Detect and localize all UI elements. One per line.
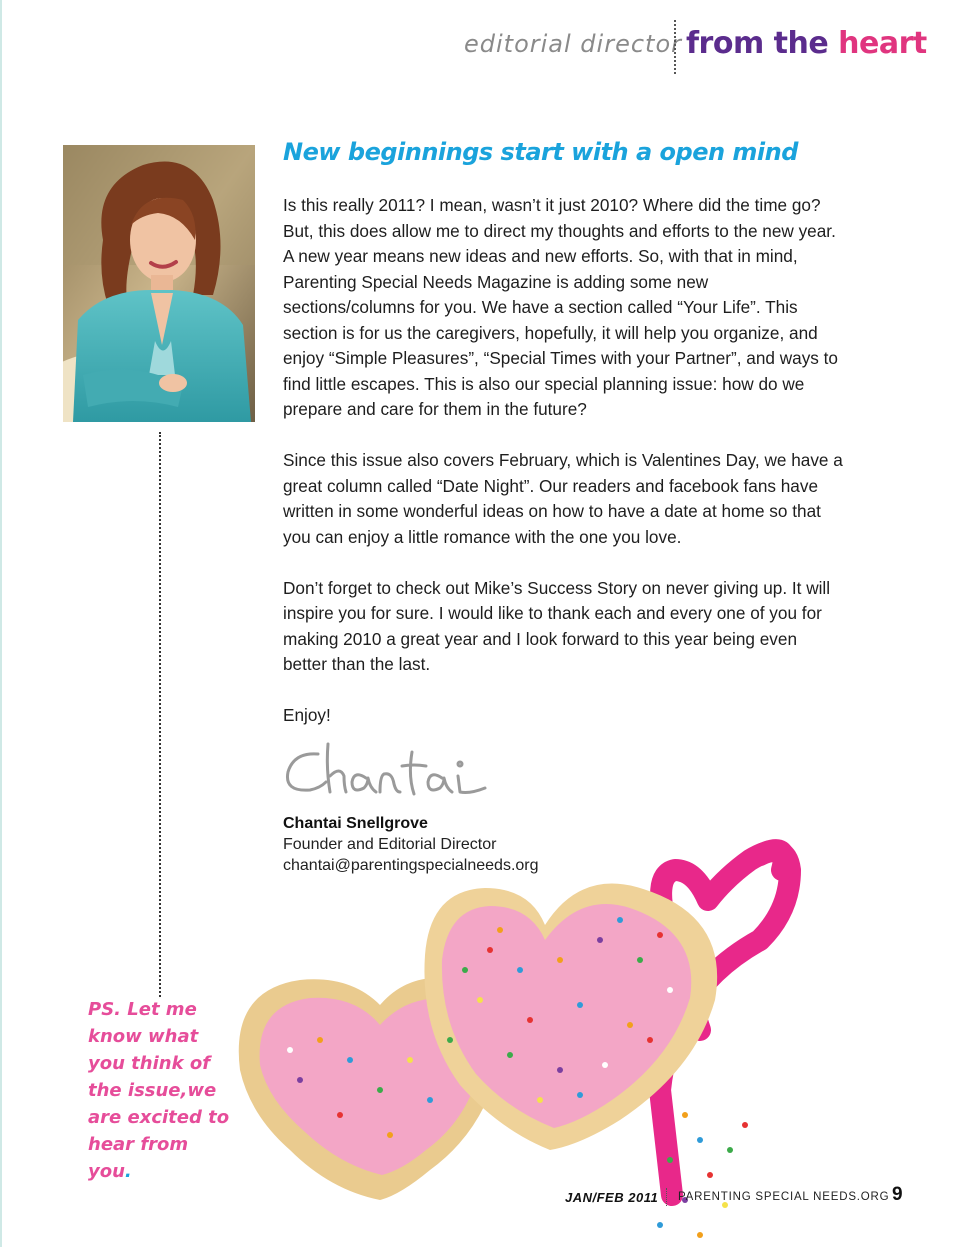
- ps-period: .: [124, 1161, 132, 1182]
- article-paragraph: Don’t forget to check out Mike’s Success Story on never giving up. It will inspire you for sure. I would like to thank each and every one of you for making 2010 a great year and I look forward to this year being even better than the last.: [283, 577, 831, 674]
- handwritten-signature: [280, 736, 490, 806]
- article-paragraph: Is this really 2011? I mean, wasn’t it just 2010? Where did the time go? But, this does allow me to direct my thoughts and efforts to the new year. A new year means new ideas and new efforts. So, with that in mind, Parenting Special Needs Magazine is adding some new sections/columns for you. We have a section called “Your Life”. This section is for us the caregivers, hopefully, it will help you organize, and enjoy “Simple Pleasures”, “Special Times with your Partner”, and ways to find little escapes. This is also our special planning issue: how do we prepare and care for them in the future?: [283, 195, 838, 419]
- section-title: [686, 26, 927, 61]
- article-body: [283, 193, 843, 754]
- section-title-part1: from the: [686, 26, 829, 61]
- ps-text: PS. Let me know what you think of the issue,we are excited to hear from you: [88, 999, 230, 1182]
- author-name: Chantai Snellgrove: [283, 815, 428, 832]
- article-headline: New beginnings start with a open mind: [283, 138, 798, 166]
- header-divider: [674, 20, 676, 74]
- article-paragraph: Since this issue also covers February, which is Valentines Day, we have a great column called “Date Night”. Our readers and facebook fans have written in some wonderful ideas on how to have a date at home so that you can enjoy a little romance with the one you love.: [283, 450, 843, 547]
- footer-site-name: PARENTING SPECIAL NEEDS.ORG: [678, 1191, 890, 1203]
- author-title: Founder and Editorial Director: [283, 836, 497, 853]
- footer-divider: [666, 1188, 667, 1206]
- footer-issue-date: JAN/FEB 2011: [565, 1190, 659, 1205]
- author-photo: [63, 145, 255, 422]
- author-email[interactable]: chantai@parentingspecialneeds.org: [283, 857, 539, 874]
- ps-note: [88, 996, 238, 1185]
- vertical-dotted-rule: [159, 432, 161, 997]
- section-label: editorial director: [464, 30, 682, 58]
- heart-cookies-illustration: [230, 830, 960, 1247]
- section-title-part2: heart: [838, 26, 927, 61]
- page-edge-rule: [0, 0, 2, 1247]
- page-number: 9: [892, 1184, 903, 1205]
- article-closing: Enjoy!: [283, 705, 331, 725]
